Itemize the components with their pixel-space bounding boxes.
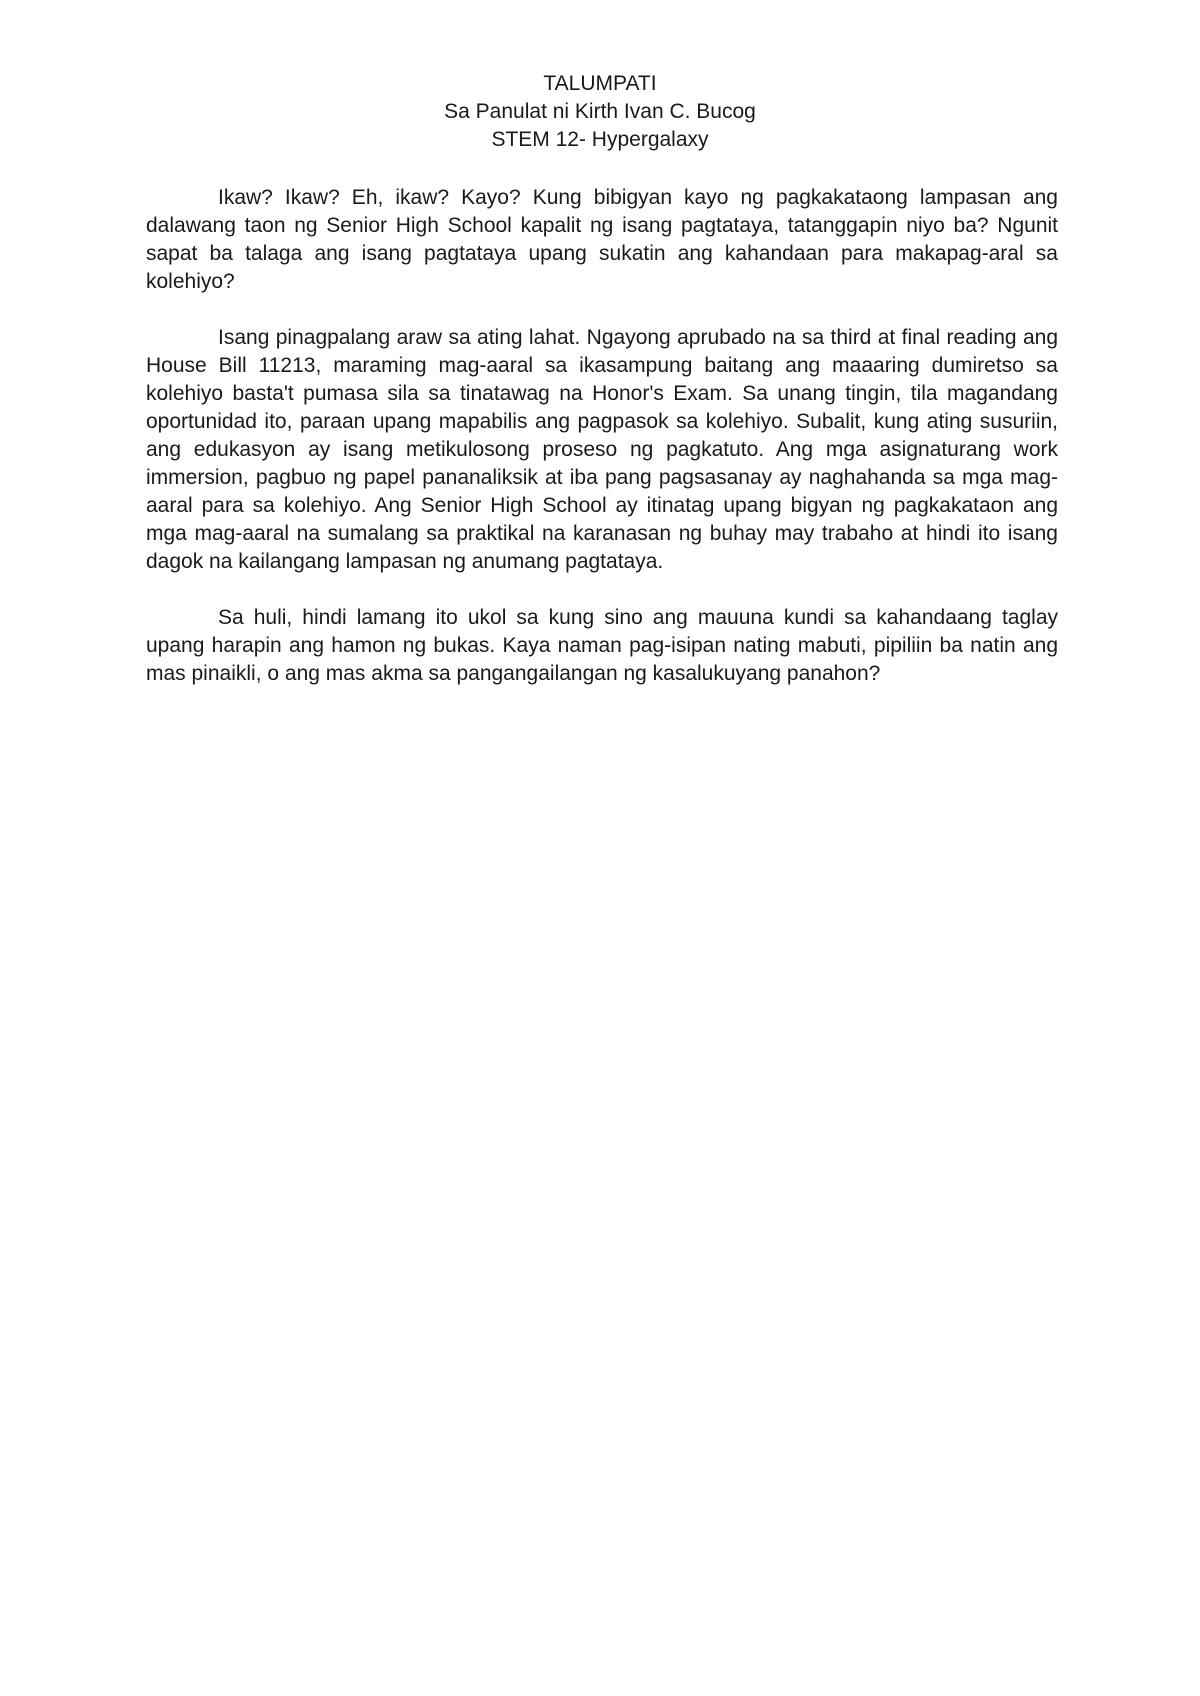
- author-line: Sa Panulat ni Kirth Ivan C. Bucog: [444, 100, 756, 123]
- document-header: [0, 70, 1200, 154]
- document-title: TALUMPATI: [543, 72, 657, 95]
- paragraph-2: Isang pinagpalang araw sa ating lahat. Ngayong aprubado na sa third at final reading ang House Bill 11213, maraming mag-aaral sa ikasampung baitang ang maaaring dumiretso sa kolehiyo basta't pumasa sila sa tinatawag na Honor's Exam. Sa unang tingin, tila magandang oportunidad ito, paraan upang mapabilis ang pagpasok sa kolehiyo. Subalit, kung ating susuriin, ang edukasyon ay isang metikulosong proseso ng pagkatuto. Ang mga asignaturang work immersion, pagbuo ng papel pananaliksik at iba pang pagsasanay ay naghahanda sa mga mag-aaral para sa kolehiyo. Ang Senior High School ay itinatag upang bigyan ng pagkakataon ang mga mag-aaral na sumalang sa praktikal na karanasan ng buhay may trabaho at hindi ito isang dagok na kailangang lampasan ng anumang pagtataya.: [146, 326, 1058, 573]
- paragraph-3: Sa huli, hindi lamang ito ukol sa kung sino ang mauuna kundi sa kahandaang taglay upang harapin ang hamon ng bukas. Kaya naman pag-isipan nating mabuti, pipiliin ba natin ang mas pinaikli, o ang mas akma sa pangangailangan ng kasalukuyang panahon?: [146, 606, 1058, 685]
- speech-body: [146, 184, 1058, 716]
- section-line: STEM 12- Hypergalaxy: [491, 128, 709, 151]
- paragraph-1: Ikaw? Ikaw? Eh, ikaw? Kayo? Kung bibigyan kayo ng pagkakataong lampasan ang dalawang taon ng Senior High School kapalit ng isang pagtataya, tatanggapin niyo ba? Ngunit sapat ba talaga ang isang pagtataya upang sukatin ang kahandaan para makapag-aral sa kolehiyo?: [146, 186, 1058, 293]
